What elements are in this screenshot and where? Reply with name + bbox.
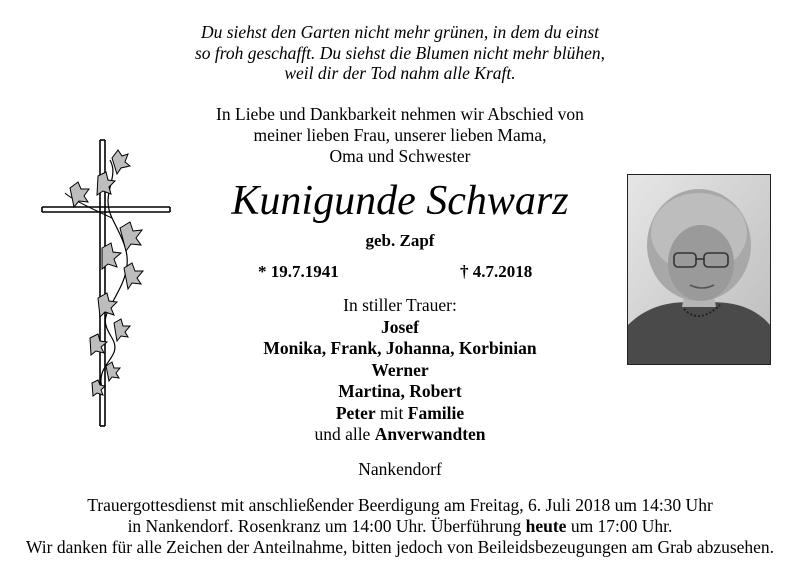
mourner-line: Martina, Robert xyxy=(338,381,462,401)
poem-line: weil dir der Tod nahm alle Kraft. xyxy=(284,63,516,83)
service-line xyxy=(0,516,800,537)
service-line: Trauergottesdienst mit anschließender Beerdigung am Freitag, 6. Juli 2018 um 14:30 Uhr xyxy=(87,495,713,515)
intro-line: Oma und Schwester xyxy=(329,146,471,166)
portrait-photo-icon xyxy=(628,175,770,364)
poem-line: Du siehst den Garten nicht mehr grünen, in dem du einst xyxy=(200,22,600,42)
place-name: Nankendorf xyxy=(358,459,442,479)
mourner-line xyxy=(200,403,600,425)
mourner-connector: mit xyxy=(375,402,408,423)
mourner-name: Anverwandten xyxy=(374,424,486,444)
death-date: † 4.7.2018 xyxy=(460,262,533,281)
service-highlight: heute xyxy=(525,516,567,536)
mourner-line: Werner xyxy=(371,359,429,380)
thanks-line: Wir danken für alle Zeichen der Anteilnahme, bitten jedoch von Beileidsbezeugungen am Grab abzusehen. xyxy=(25,537,775,557)
portrait-photo xyxy=(627,174,771,365)
deceased-name: Kunigunde Schwarz xyxy=(231,178,569,224)
intro-line: meiner lieben Frau, unserer lieben Mama, xyxy=(253,125,547,145)
mourners-heading: In stiller Trauer: xyxy=(343,295,457,315)
service-text: in Nankendorf. Rosenkranz um 14:00 Uhr. Überführung xyxy=(127,516,526,536)
intro-text xyxy=(0,104,800,167)
maiden-name: geb. Zapf xyxy=(365,231,435,250)
poem xyxy=(0,22,800,84)
mourner-line xyxy=(200,424,600,446)
service-text: um 17:00 Uhr. xyxy=(566,516,673,536)
birth-date: * 19.7.1941 xyxy=(258,262,339,281)
mourner-connector: und alle xyxy=(314,424,375,444)
service-info xyxy=(0,495,800,558)
mourner-name: Familie xyxy=(407,402,465,423)
cross-with-ivy-icon xyxy=(40,138,172,428)
poem-line: so froh geschafft. Du siehst die Blumen nicht mehr blühen, xyxy=(194,42,606,63)
mourner-name: Peter xyxy=(335,402,376,423)
mourner-line: Josef xyxy=(381,316,419,337)
intro-line: In Liebe und Dankbarkeit nehmen wir Abschied von xyxy=(216,104,584,124)
mourner-line: Monika, Frank, Johanna, Korbinian xyxy=(263,338,537,358)
mourners-list xyxy=(200,295,600,446)
